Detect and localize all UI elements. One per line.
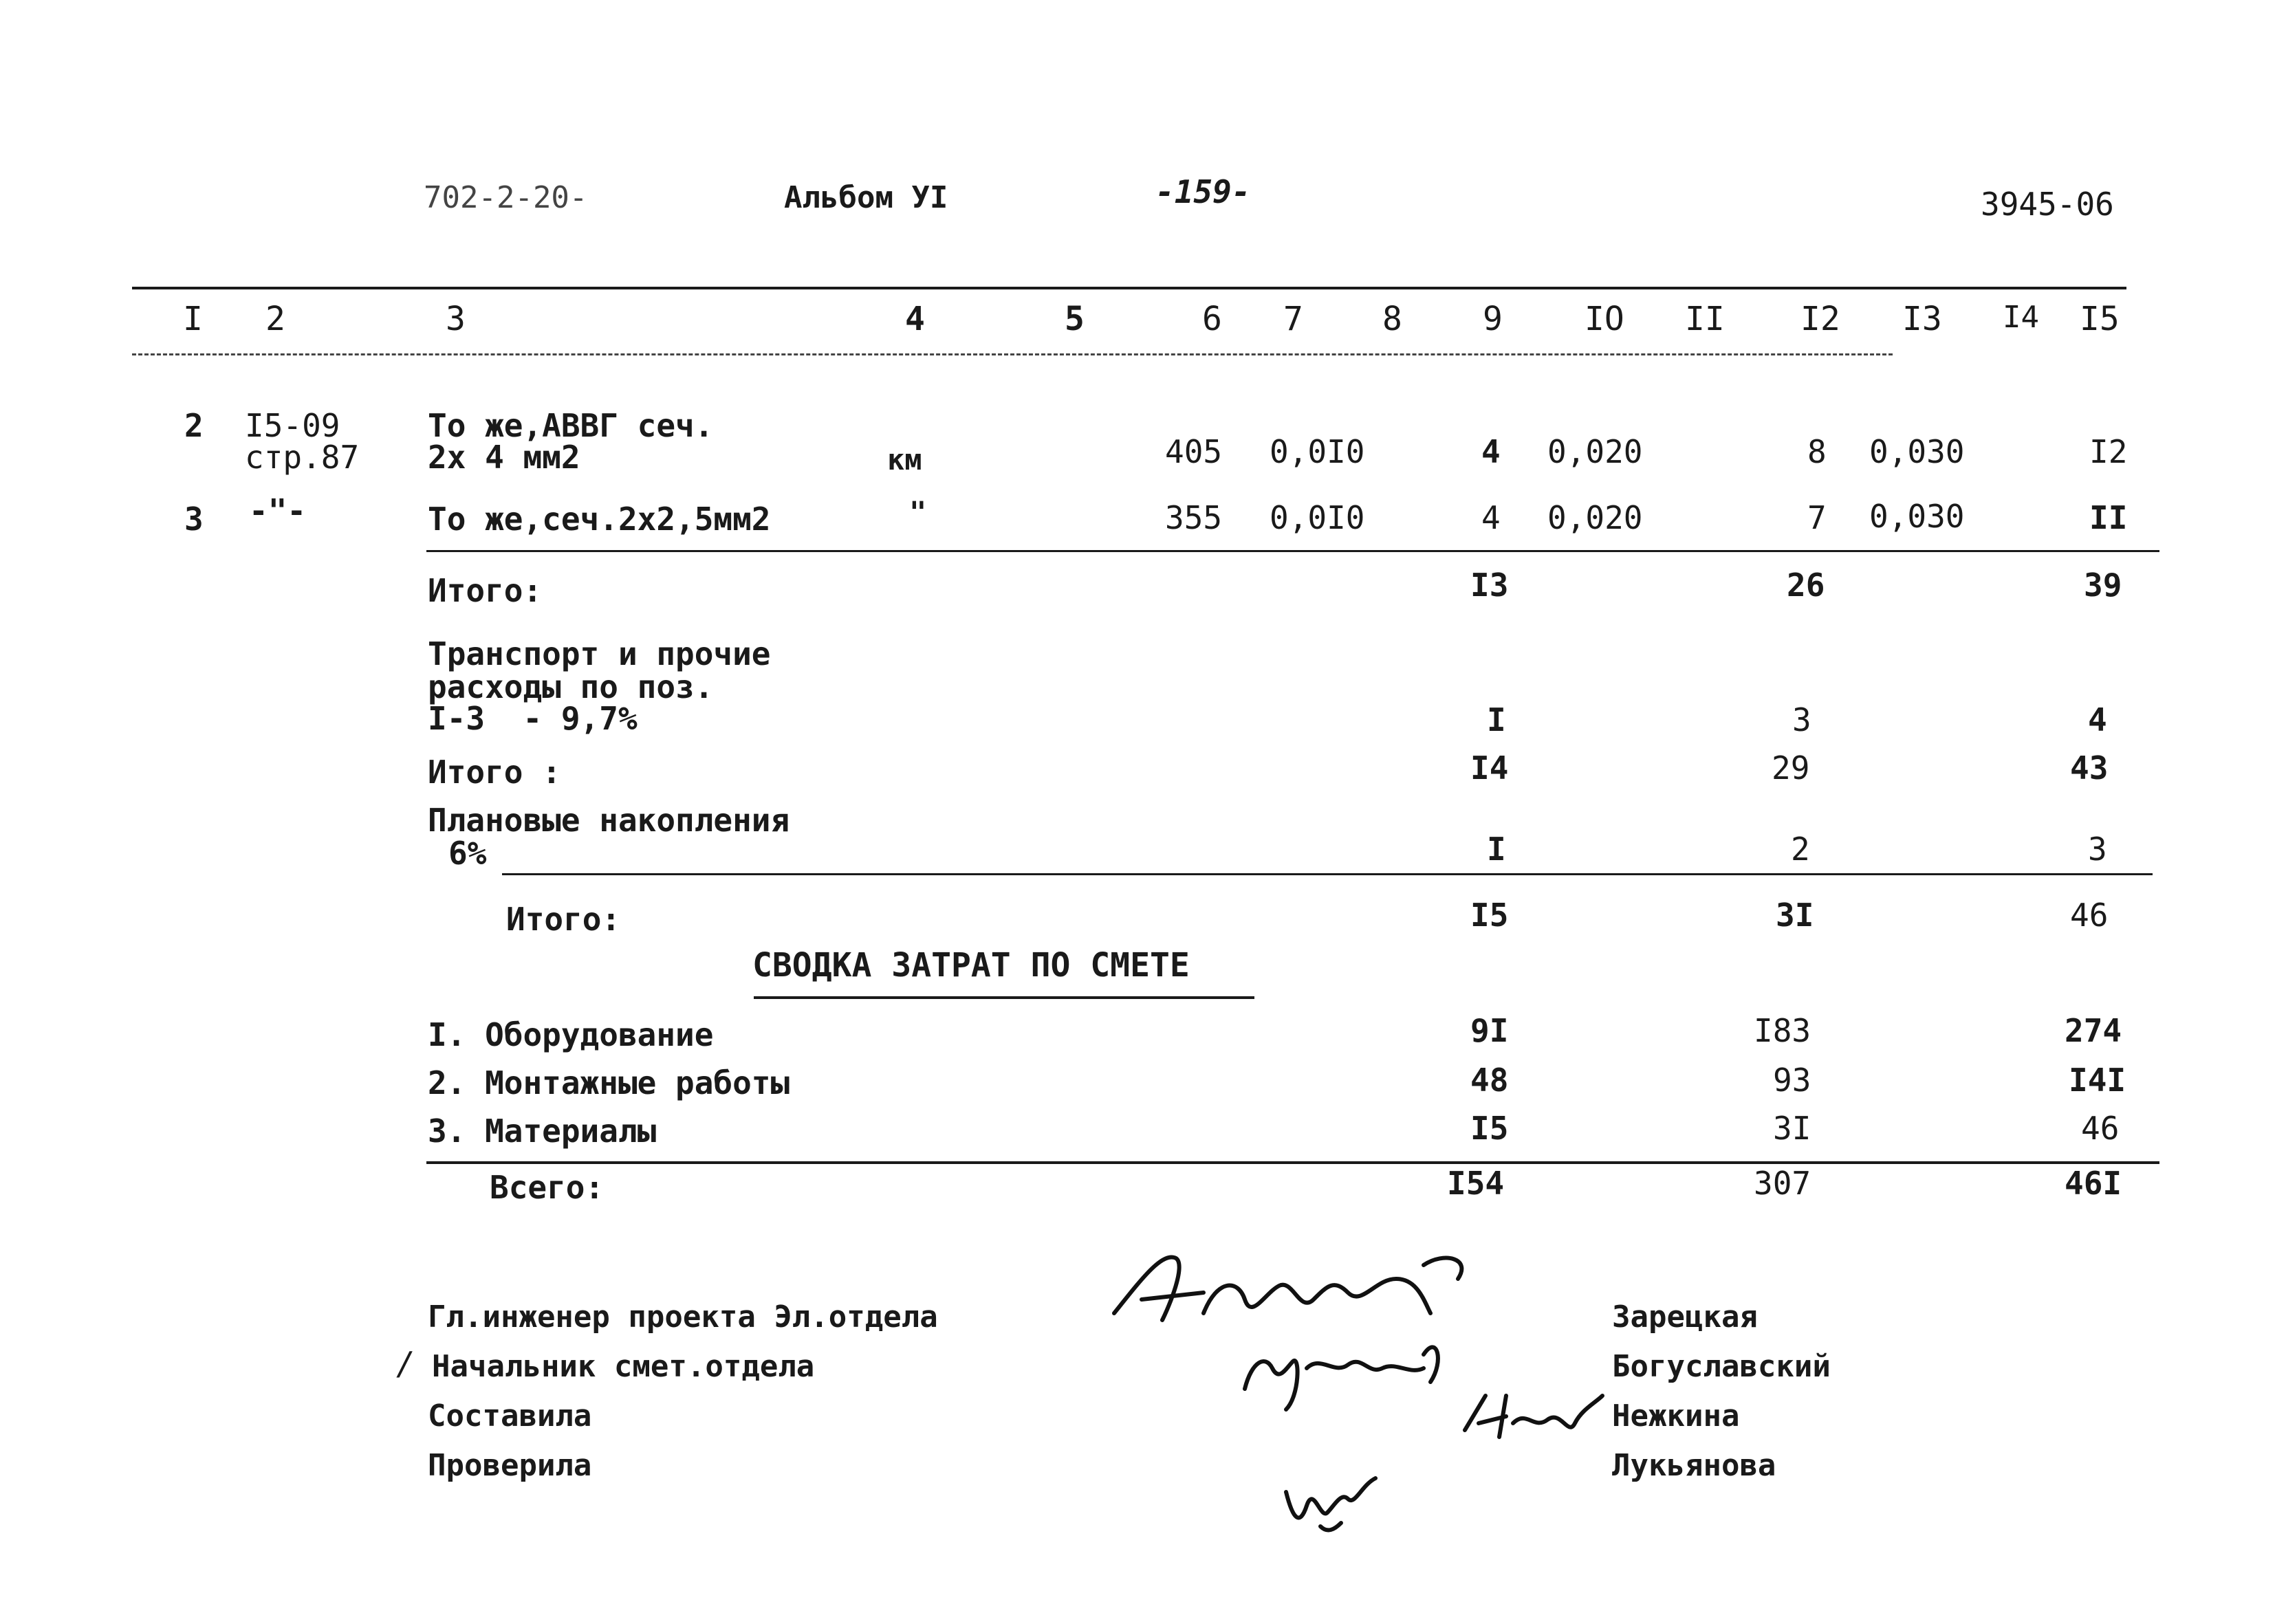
- total-label: Итого:: [428, 572, 543, 609]
- signer-name: Зарецкая: [1612, 1299, 1758, 1335]
- cell-col12: 307: [1754, 1165, 1811, 1202]
- col-header: I2: [1800, 300, 1840, 338]
- cell-col6: 405: [1165, 433, 1223, 470]
- cell-col15: I4I: [2069, 1062, 2126, 1099]
- row-code: стр.87: [245, 439, 360, 476]
- cell-col13: 0,030: [1869, 433, 1965, 470]
- total-label: Итого:: [506, 901, 621, 938]
- transport-label: расходы по поз.: [428, 668, 714, 705]
- cell-col9: 4: [1481, 433, 1501, 470]
- cell-col12: 3I: [1773, 1110, 1811, 1147]
- cell-col15: 3: [2088, 831, 2107, 868]
- summary-label: I. Оборудование: [428, 1016, 714, 1053]
- accumulation-label: Плановые накопления: [428, 802, 790, 839]
- row-unit: км: [887, 443, 922, 476]
- cell-col9: I5: [1470, 897, 1509, 934]
- summary-label: 3. Материалы: [428, 1112, 657, 1150]
- cell-col9: I5: [1470, 1110, 1509, 1147]
- cell-col12: 3: [1792, 701, 1811, 738]
- row-code: I5-09: [245, 407, 340, 444]
- doc-code: 702-2-20-: [424, 180, 588, 215]
- signature-compiler: [1458, 1382, 1609, 1458]
- accumulation-rule: [502, 873, 2153, 875]
- col-header: I4: [2003, 300, 2039, 335]
- col-header: 8: [1382, 300, 1402, 338]
- col-header: I5: [2080, 300, 2120, 338]
- cell-col15: 274: [2065, 1012, 2122, 1049]
- col-header: I: [183, 300, 203, 338]
- cell-col9: I3: [1470, 567, 1509, 604]
- cell-col12: I83: [1754, 1012, 1811, 1049]
- cell-col15: 43: [2070, 749, 2109, 787]
- signature-checker: [1279, 1464, 1389, 1540]
- summary-title-underline: [754, 996, 1254, 999]
- signer-name: Богуславский: [1612, 1349, 1831, 1384]
- row-unit: ": [909, 495, 927, 529]
- signer-role: Составила: [428, 1398, 592, 1434]
- total-label: Итого :: [428, 754, 561, 791]
- cell-col7: 0,0I0: [1270, 499, 1365, 536]
- header-top-rule: [132, 287, 2126, 289]
- cell-col9: 9I: [1470, 1012, 1509, 1049]
- summary-title: СВОДКА ЗАТРАТ ПО СМЕТЕ: [752, 946, 1190, 985]
- signer-role: Начальник смет.отдела: [432, 1349, 815, 1384]
- signer-role: Гл.инженер проекта Эл.отдела: [428, 1299, 938, 1335]
- cell-col9: I: [1487, 701, 1506, 738]
- col-header: 3: [446, 300, 466, 338]
- cell-col9: 4: [1481, 499, 1501, 536]
- summary-label: 2. Монтажные работы: [428, 1064, 790, 1101]
- col-header: 7: [1283, 300, 1303, 338]
- cell-col9: 48: [1470, 1062, 1509, 1099]
- cell-col10: 0,020: [1547, 433, 1643, 470]
- summary-total-rule: [426, 1161, 2159, 1164]
- transport-label: I-3 - 9,7%: [428, 700, 638, 737]
- cell-col15: 46: [2081, 1110, 2120, 1147]
- col-header: 6: [1202, 300, 1222, 338]
- project-number: 3945-06: [1981, 186, 2114, 223]
- signer-role: Проверила: [428, 1448, 592, 1483]
- album-label: Альбом УI: [784, 180, 948, 215]
- summary-total-label: Всего:: [490, 1169, 605, 1206]
- cell-col15: I2: [2089, 433, 2128, 470]
- cell-col15: 4: [2088, 701, 2107, 738]
- col-header: 5: [1065, 300, 1085, 338]
- page-number: -159-: [1155, 173, 1251, 210]
- cell-col12: 8: [1807, 433, 1827, 470]
- row-code: -"-: [249, 492, 307, 529]
- col-header: IO: [1585, 300, 1624, 338]
- cell-col9: I54: [1447, 1165, 1505, 1202]
- cell-col7: 0,0I0: [1270, 433, 1365, 470]
- cell-col9: I4: [1470, 749, 1509, 787]
- cell-col12: 93: [1773, 1062, 1811, 1099]
- row-number: 2: [184, 407, 204, 444]
- cell-col10: 0,020: [1547, 499, 1643, 536]
- cell-col12: 3I: [1776, 897, 1814, 934]
- row-description: То же,АВВГ сеч.: [428, 407, 714, 444]
- cell-col12: 29: [1772, 749, 1810, 787]
- col-header: 4: [905, 300, 925, 338]
- rows-bottom-rule: [426, 550, 2159, 552]
- cell-col15: 46: [2070, 897, 2109, 934]
- header-bottom-rule: [132, 353, 1893, 355]
- col-header: 9: [1483, 300, 1503, 338]
- cell-col12: 7: [1807, 499, 1827, 536]
- row-number: 3: [184, 501, 204, 538]
- cell-col12: 2: [1791, 831, 1810, 868]
- cell-col15: 46I: [2065, 1165, 2122, 1202]
- col-header: I3: [1902, 300, 1942, 338]
- col-header: II: [1685, 300, 1725, 338]
- margin-slash-mark: /: [396, 1345, 415, 1382]
- cell-col12: 26: [1787, 567, 1825, 604]
- cell-col15: II: [2089, 499, 2128, 536]
- cell-col15: 39: [2084, 567, 2122, 604]
- row-description: То же,сеч.2х2,5мм2: [428, 501, 771, 538]
- row-description: 2х 4 мм2: [428, 439, 580, 476]
- cell-col6: 355: [1165, 499, 1223, 536]
- signer-name: Нежкина: [1612, 1398, 1740, 1434]
- signer-name: Лукьянова: [1612, 1448, 1776, 1483]
- cell-col9: I: [1487, 831, 1506, 868]
- col-header: 2: [265, 300, 285, 338]
- transport-label: Транспорт и прочие: [428, 635, 771, 672]
- accumulation-label: 6%: [448, 835, 487, 872]
- cell-col13: 0,030: [1869, 498, 1965, 535]
